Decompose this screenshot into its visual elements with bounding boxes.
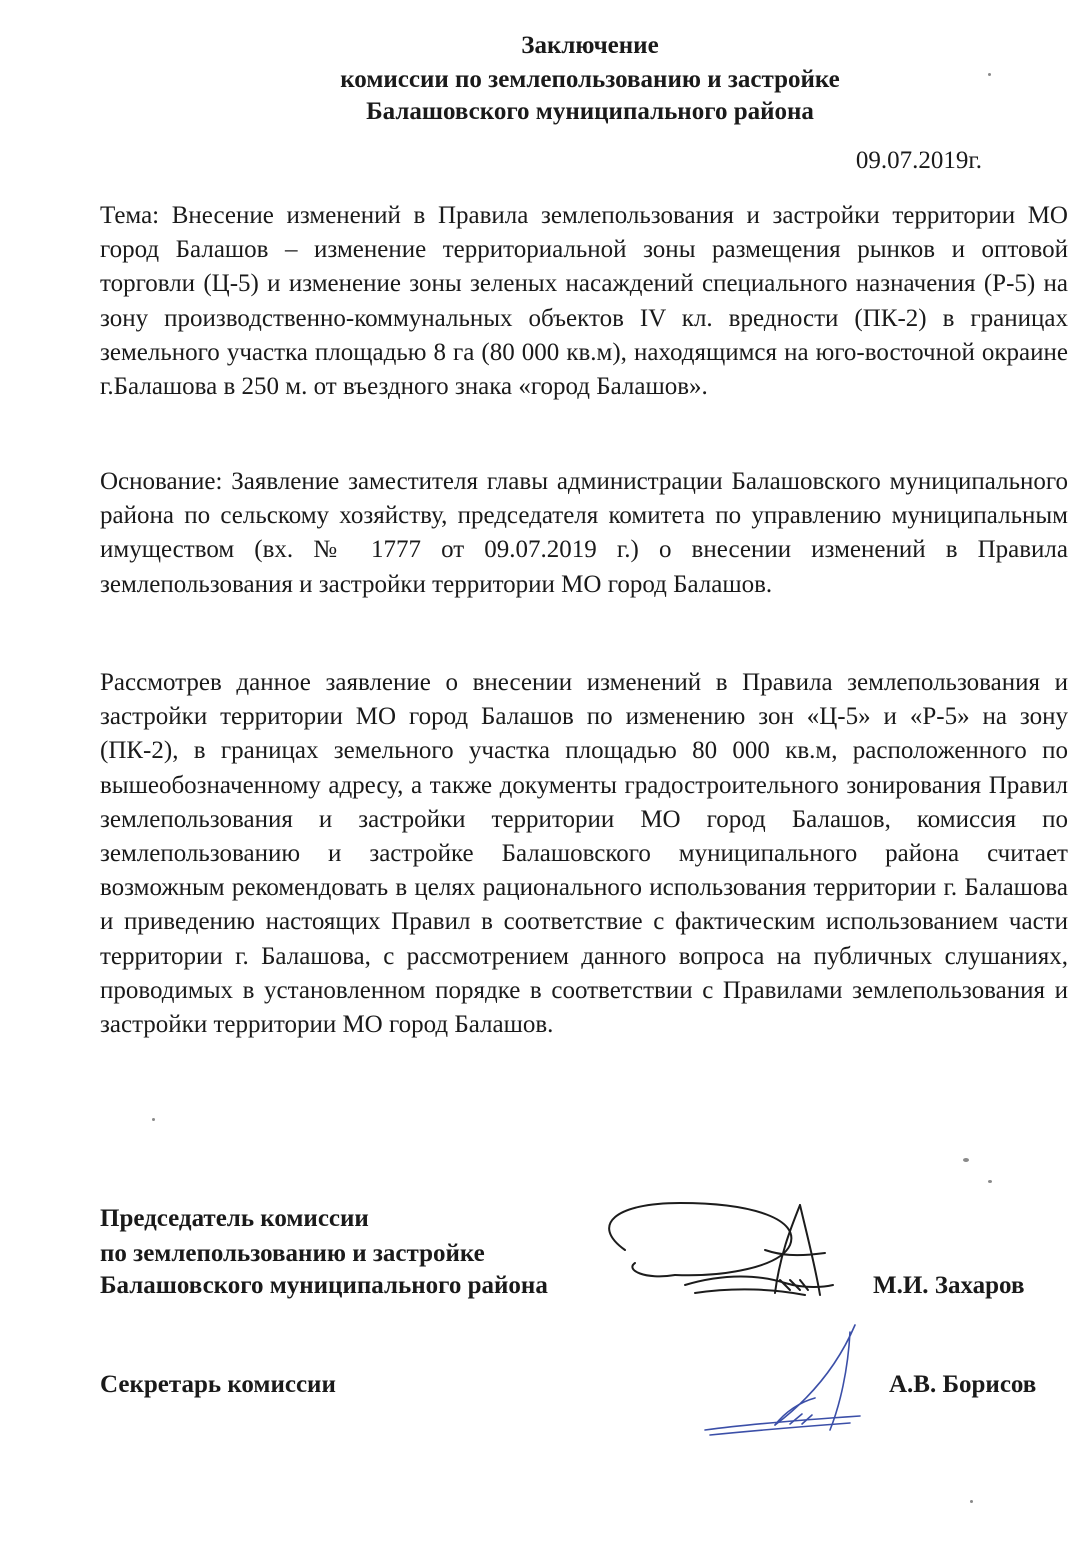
chair-name: М.И. Захаров [873,1272,1025,1299]
topic-paragraph: Тема: Внесение изменений в Правила землепользования и застройки территории МО город Балашов – изменение территориальной зоны размещения рынков и оптовой торговли (Ц-5) и изменение зоны зеленых насаждений специального назначения (Р-5) на зону производственно-коммунальных объектов IV кл. вредности (ПК-2) в границах земельного участка площадью 8 га (80 000 кв.м), находящимся на юго-восточной окраине г.Балашова в 250 м. от въездного знака «город Балашов». [100,202,1068,401]
document-date: 09.07.2019г. [855,147,982,174]
chair-title-line-3: Балашовского муниципального района [100,1272,548,1299]
chair-title-line-1: Председатель комиссии [100,1205,369,1232]
secretary-title: Секретарь комиссии [100,1371,336,1398]
secretary-signature [690,1320,870,1450]
scan-speck [988,1180,992,1183]
chair-signature [585,1195,835,1310]
scan-speck [152,1118,155,1121]
chair-title-line-2: по землепользованию и застройке [100,1240,485,1267]
scan-speck [963,1158,969,1162]
basis-paragraph: Основание: Заявление заместителя главы администрации Балашовского муниципального района по сельскому хозяйству, председателя комитета по управлению муниципальным имуществом (вх. № 1777 от 09.07.2019 г.) о внесении изменений в Правила землепользования и застройки территории МО город Балашов. [100,468,1068,598]
scan-speck [988,73,991,76]
scan-speck [970,1500,973,1503]
document-subtitle-line-2: Балашовского муниципального района [366,98,814,125]
document-subtitle-line-1: комиссии по землепользованию и застройке [340,66,840,93]
review-paragraph: Рассмотрев данное заявление о внесении изменений в Правила землепользования и застройки территории МО город Балашов по изменению зон «Ц-5» и «Р-5» на зону (ПК-2), в границах земельного участка площадью 80 000 кв.м, расположенного по вышеобозначенному адресу, а также документы градостроительного зонирования Правил землепользования и застройки территории МО город Балашов, комиссия по землепользованию и застройке Балашовского муниципального района считает возможным рекомендовать в целях рационального использования территории г. Балашова и приведению настоящих Правил в соответствие с фактическим использованием части территории г. Балашова, с рассмотрением данного вопроса на публичных слушаниях, проводимых в установленном порядке в соответствии с Правилами землепользования и застройки территории МО город Балашов. [100,669,1068,1039]
secretary-name: А.В. Борисов [889,1371,1037,1398]
document-title: Заключение [521,32,659,59]
